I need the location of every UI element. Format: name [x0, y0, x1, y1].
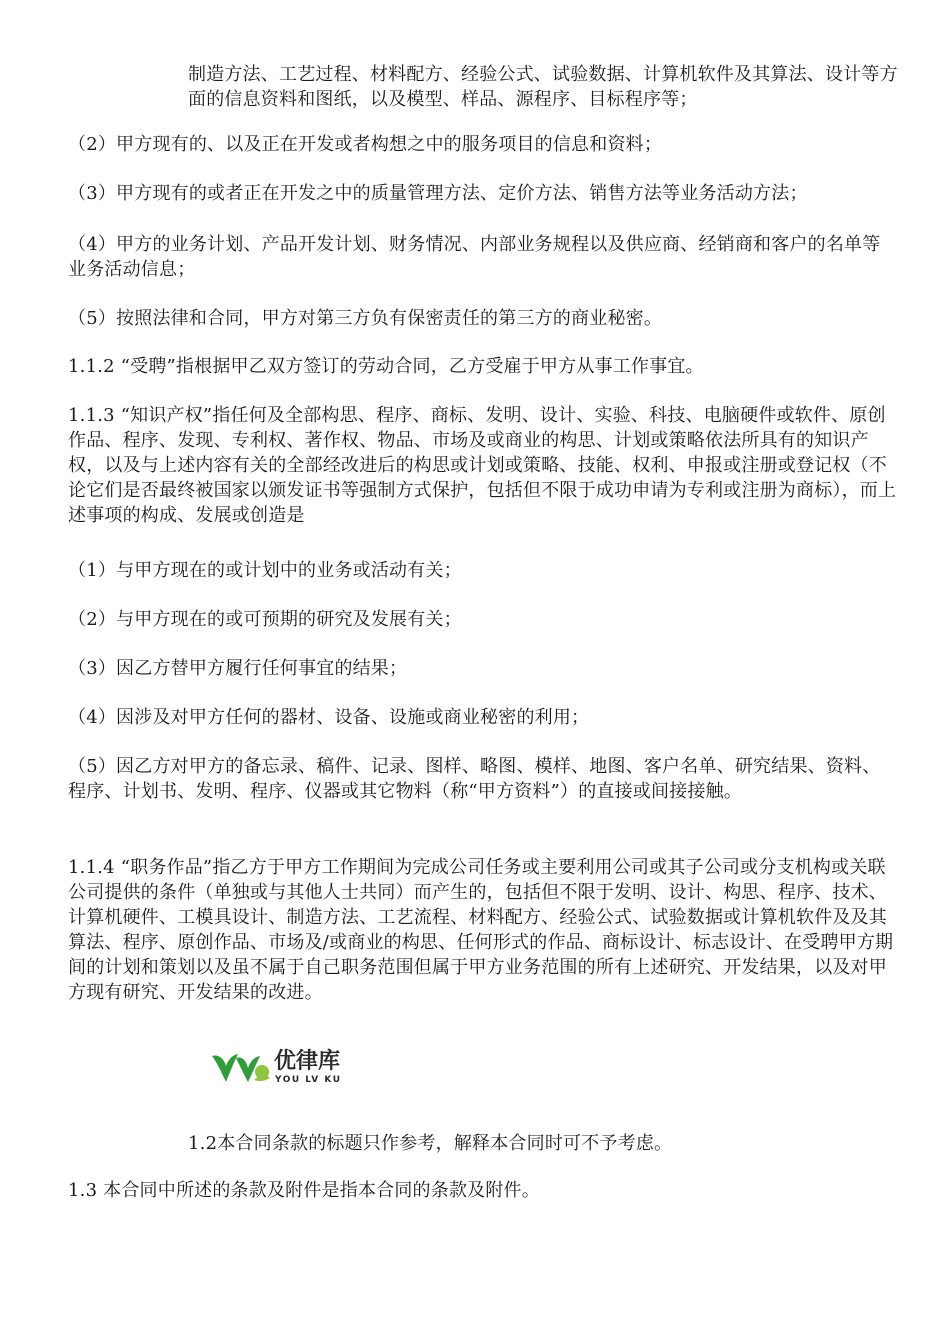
paragraph-sub-5: （5）因乙方对甲方的备忘录、稿件、记录、图样、略图、模样、地图、客户名单、研究结果、资料、程序、计划书、发明、程序、仪器或其它物料（称“甲方资料”）的直接或间接接触。: [68, 756, 881, 802]
paragraph-clause-1-1-2: 1.1.2 “受聘”指根据甲乙双方签订的劳动合同，乙方受雇于甲方从事工作事宜。: [68, 356, 704, 377]
logo-text-cn: 优律库: [274, 1049, 341, 1074]
paragraph-item-2: （2）甲方现有的、以及正在开发或者构想之中的服务项目的信息和资料；: [68, 134, 663, 155]
paragraph-clause-1-1-3: 1.1.3 “知识产权”指任何及全部构思、程序、商标、发明、设计、实验、科技、电脑硬件或软件、原创作品、程序、发现、专利权、著作权、物品、市场及或商业的构思、计划或策略依法所具有的知识产权，以及与上述内容有关的全部经改进后的构思或计划或策略、技能、权利、申报或注册或登记权（不论它们是否最终被国家以颁发证书等强制方式保护，包括但不限于成功申请为专利或注册为商标），而上述事项的构成、发展或创造是: [68, 405, 897, 526]
paragraph-sub-3: （3）因乙方替甲方履行任何事宜的结果；: [68, 658, 408, 679]
paragraph-continuation: 制造方法、工艺过程、材料配方、经验公式、试验数据、计算机软件及其算法、设计等方面的信息资料和图纸，以及模型、样品、源程序、目标程序等；: [188, 64, 898, 110]
logo-mark-icon: [212, 1054, 270, 1082]
paragraph-item-5: （5）按照法律和合同，甲方对第三方负有保密责任的第三方的商业秘密。: [68, 308, 663, 329]
paragraph-sub-1: （1）与甲方现在的或计划中的业务或活动有关；: [68, 560, 462, 581]
paragraph-sub-2: （2）与甲方现在的或可预期的研究及发展有关；: [68, 609, 462, 630]
paragraph-item-4: （4）甲方的业务计划、产品开发计划、财务情况、内部业务规程以及供应商、经销商和客户的名单等业务活动信息；: [68, 234, 881, 280]
paragraph-clause-1-3: 1.3 本合同中所述的条款及附件是指本合同的条款及附件。: [68, 1180, 540, 1201]
paragraph-sub-4: （4）因涉及对甲方任何的器材、设备、设施或商业秘密的利用；: [68, 707, 590, 728]
logo-text-en: YOU LV KU: [275, 1075, 342, 1085]
youlvku-logo: [210, 1038, 390, 1100]
paragraph-clause-1-1-4: 1.1.4 “职务作品”指乙方于甲方工作期间为完成公司任务或主要利用公司或其子公司或分支机构或关联公司提供的条件（单独或与其他人士共同）而产生的，包括但不限于发明、设计、构思、程序、技术、计算机硬件、工模具设计、制造方法、工艺流程、材料配方、经验公式、试验数据或计算机软件及及其算法、程序、原创作品、市场及/或商业的构思、任何形式的作品、商标设计、标志设计、在受聘甲方期间的计划和策划以及虽不属于自己职务范围但属于甲方业务范围的所有上述研究、开发结果，以及对甲方现有研究、开发结果的改进。: [68, 857, 894, 1003]
paragraph-item-3: （3）甲方现有的或者正在开发之中的质量管理方法、定价方法、销售方法等业务活动方法；: [68, 183, 808, 204]
paragraph-clause-1-2: 1.2本合同条款的标题只作参考，解释本合同时可不予考虑。: [188, 1133, 673, 1154]
